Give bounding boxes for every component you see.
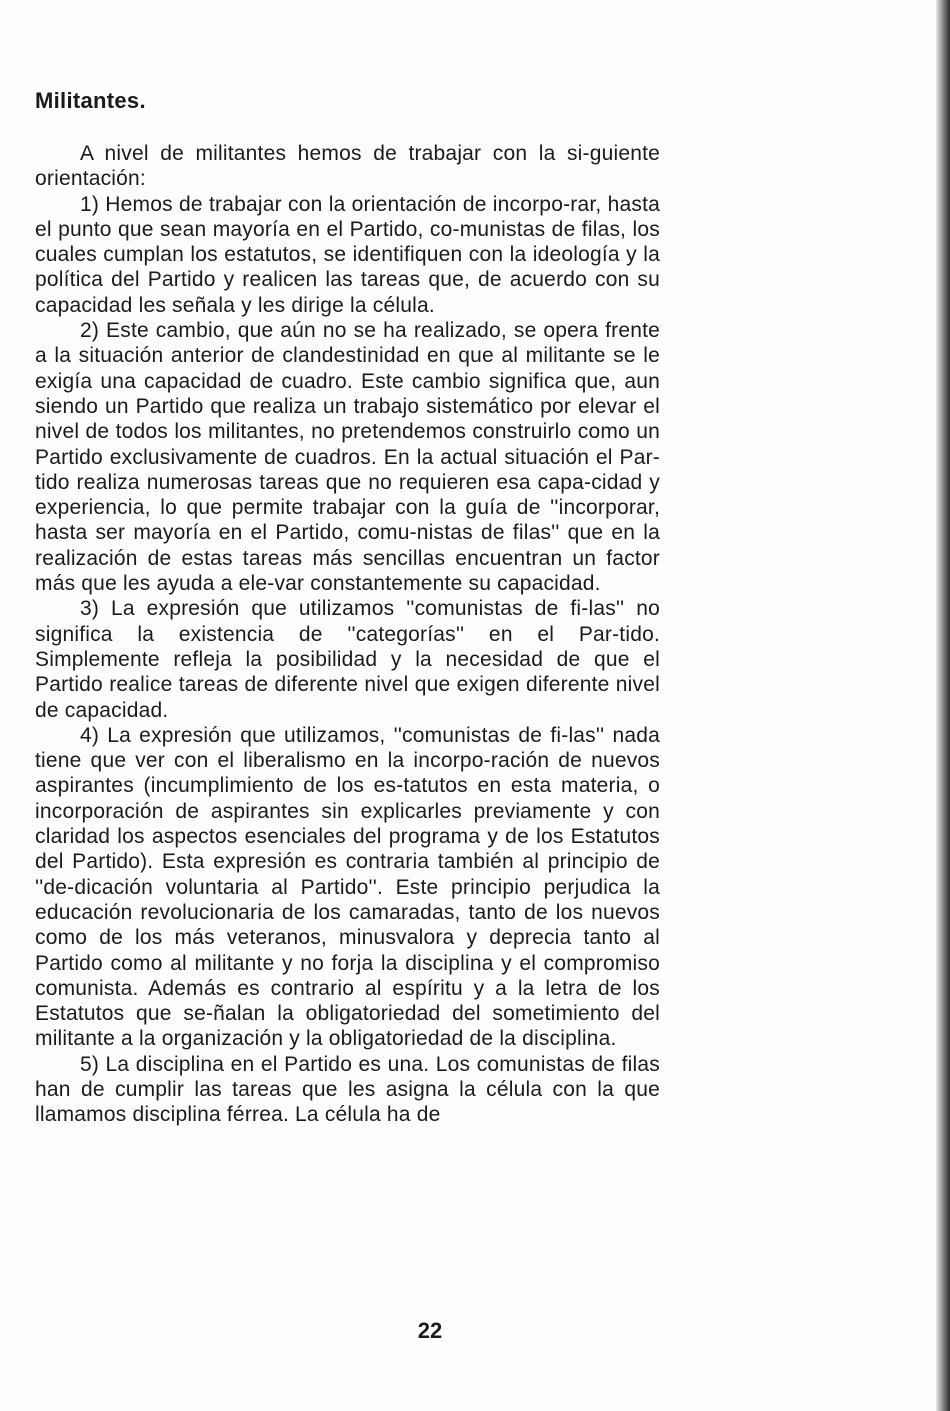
body-text (35, 141, 660, 1128)
page-binding-edge (936, 0, 950, 1411)
paragraph-point-3: 3) La expresión que utilizamos ''comunistas de fi-las'' no significa la existencia de ''categorías'' en el Par-tido. Simplemente refleja la posibilidad y la necesidad de que el Partido realice tareas de diferente nivel que exigen diferente nivel de capacidad. (35, 597, 660, 722)
paragraph-point-2: 2) Este cambio, que aún no se ha realizado, se opera frente a la situación anterior de clandestinidad en que al militante se le exigía una capacidad de cuadro. Este cambio significa que, aun siendo un Partido que realiza un trabajo sistemático por elevar el nivel de todos los militantes, no pretendemos construirlo como un Partido exclusivamente de cuadros. En la actual situación el Par-tido realiza numerosas tareas que no requieren esa capa-cidad y experiencia, lo que permite trabajar con la guía de ''incorporar, hasta ser mayoría en el Partido, comu-nistas de filas'' que en la realización de estas tareas más sencillas encuentran un factor más que les ayuda a ele-var constantemente su capacidad. (35, 319, 660, 596)
paragraph-point-1: 1) Hemos de trabajar con la orientación de incorpo-rar, hasta el punto que sean mayoría en el Partido, co-munistas de filas, los cuales cumplan los estatutos, se identifiquen con la ideología y la política del Partido y realicen las tareas que, de acuerdo con su capacidad les señala y les dirige la célula. (35, 192, 660, 317)
paragraph-intro: A nivel de militantes hemos de trabajar con la si-guiente orientación: (35, 142, 660, 191)
section-heading: Militantes. (35, 88, 146, 113)
page-number: 22 (417, 1318, 443, 1343)
paragraph-point-4: 4) La expresión que utilizamos, ''comunistas de fi-las'' nada tiene que ver con el liberalismo en la incorpo-ración de nuevos aspirantes (incumplimiento de los es-tatutos en esta materia, o incorporación de aspirantes sin explicarles previamente y con claridad los aspectos esenciales del programa y de los Estatutos del Partido). Esta expresión es contraria también al principio de ''de-dicación voluntaria al Partido''. Este principio perjudica la educación revolucionaria de los camaradas, tanto de los nuevos como de los más veteranos, minusvalora y deprecia tanto al Partido como al militante y no forja la disciplina y el compromiso comunista. Además es contrario al espíritu y a la letra de los Estatutos que se-ñalan la obligatoriedad del sometimiento del militante a la organización y la obligatoriedad de la disciplina. (35, 723, 660, 1051)
paragraph-point-5: 5) La disciplina en el Partido es una. Los comunistas de filas han de cumplir las tareas que les asigna la célula con la que llamamos disciplina férrea. La célula ha de (35, 1052, 660, 1127)
